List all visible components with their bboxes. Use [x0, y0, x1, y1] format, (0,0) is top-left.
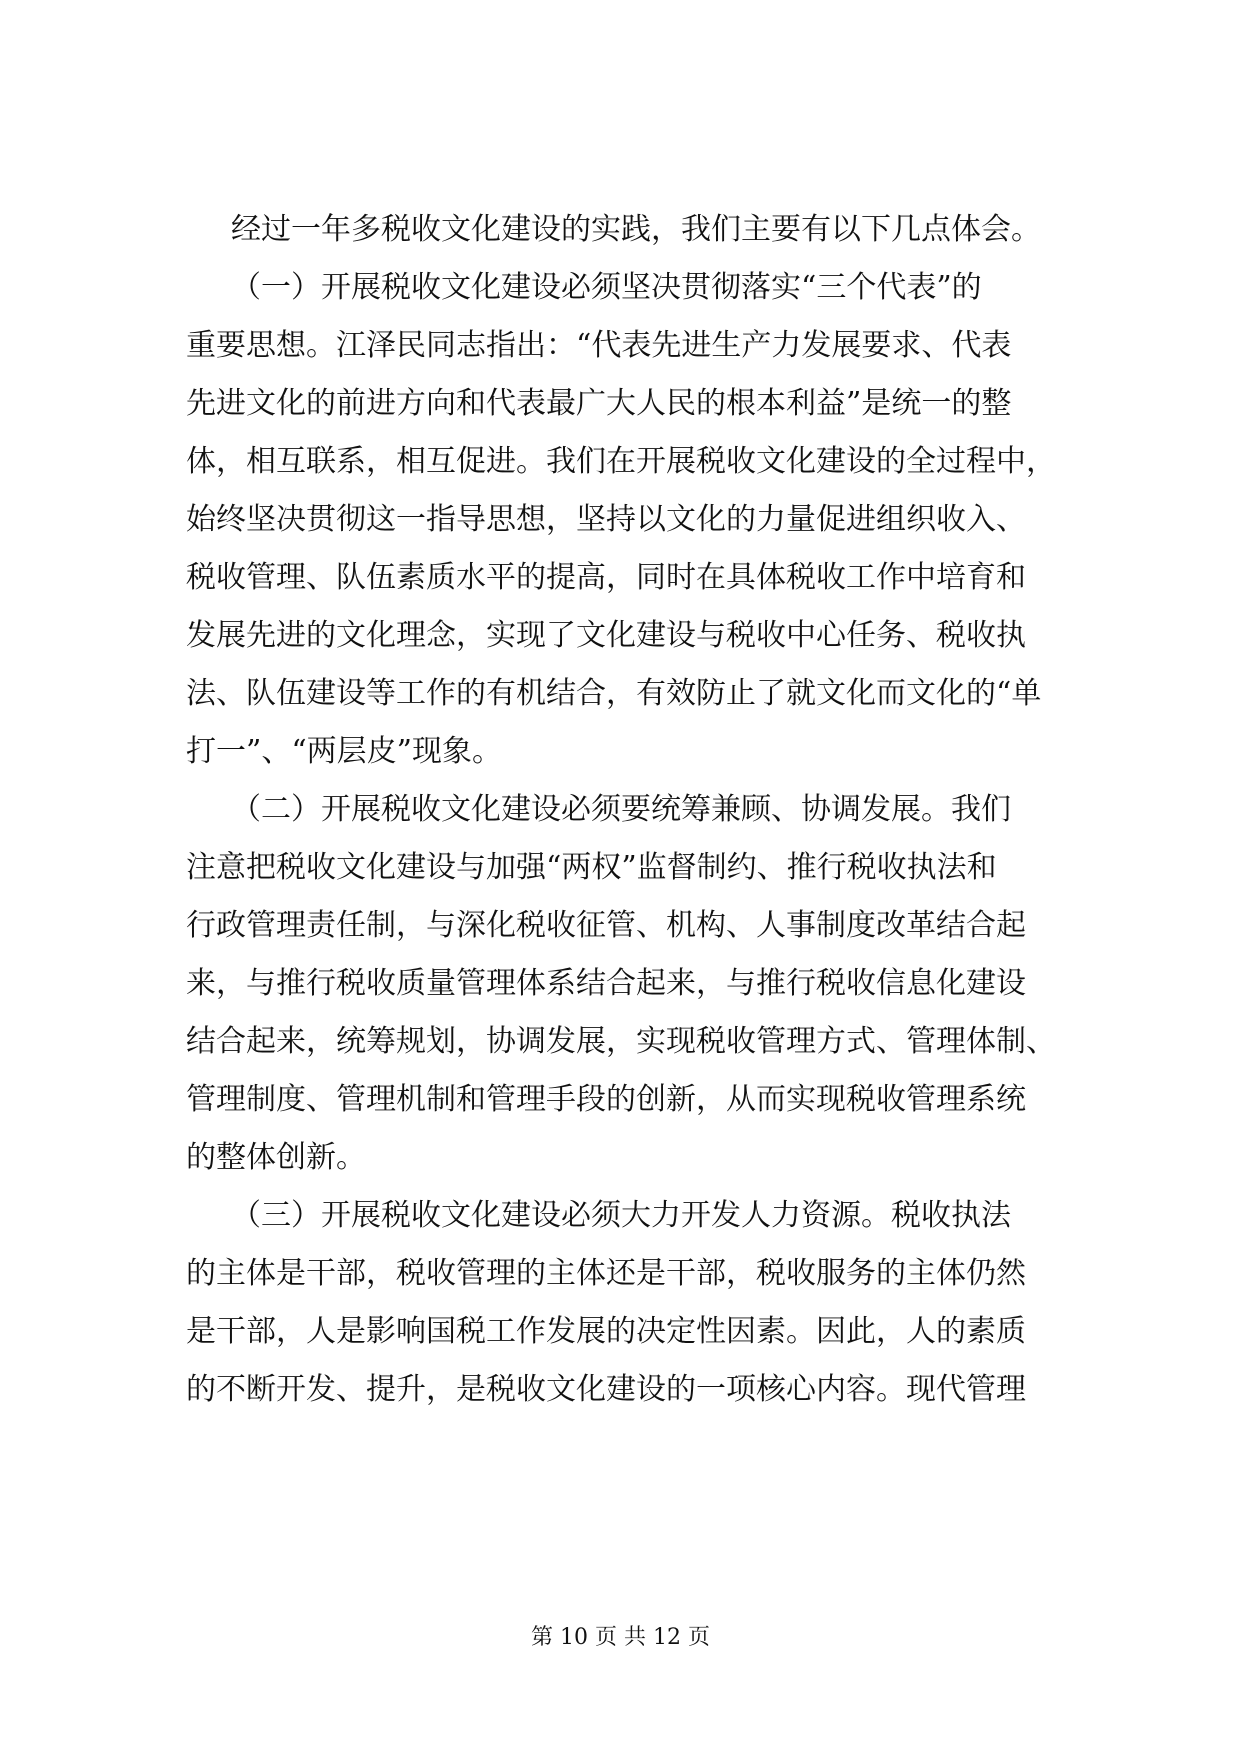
paragraph-line: 经过一年多税收文化建设的实践，我们主要有以下几点体会。	[231, 212, 1041, 247]
paragraph-line: （三）开展税收文化建设必须大力开发人力资源。税收执法	[231, 1198, 1011, 1233]
paragraph-line: 重要思想。江泽民同志指出：“代表先进生产力发展要求、代表	[186, 328, 1012, 363]
paragraph-line: 先进文化的前进方向和代表最广大人民的根本利益”是统一的整	[186, 386, 1012, 421]
paragraph-line: （二）开展税收文化建设必须要统筹兼顾、协调发展。我们	[231, 792, 1011, 827]
paragraph-line: 注意把税收文化建设与加强“两权”监督制约、推行税收执法和	[186, 850, 997, 885]
paragraph-line: 发展先进的文化理念，实现了文化建设与税收中心任务、税收执	[186, 618, 1026, 653]
paragraph-line: （一）开展税收文化建设必须坚决贯彻落实“三个代表”的	[231, 270, 982, 305]
paragraph-line: 来，与推行税收质量管理体系结合起来，与推行税收信息化建设	[186, 966, 1026, 1001]
page-number-footer: 第 10 页 共 12 页	[531, 1625, 710, 1650]
paragraph-line: 始终坚决贯彻这一指导思想，坚持以文化的力量促进组织收入、	[186, 502, 1026, 537]
paragraph-line: 的主体是干部，税收管理的主体还是干部，税收服务的主体仍然	[186, 1256, 1026, 1291]
paragraph-line: 管理制度、管理机制和管理手段的创新，从而实现税收管理系统	[186, 1082, 1026, 1117]
paragraph-line: 结合起来，统筹规划，协调发展，实现税收管理方式、管理体制、	[186, 1024, 1056, 1059]
paragraph-line: 行政管理责任制，与深化税收征管、机构、人事制度改革结合起	[186, 908, 1026, 943]
paragraph-line: 打一”、“两层皮”现象。	[186, 734, 503, 769]
paragraph-line: 税收管理、队伍素质水平的提高，同时在具体税收工作中培育和	[186, 560, 1026, 595]
paragraph-line: 体，相互联系，相互促进。我们在开展税收文化建设的全过程中，	[186, 444, 1056, 479]
paragraph-line: 是干部，人是影响国税工作发展的决定性因素。因此，人的素质	[186, 1314, 1026, 1349]
paragraph-line: 的整体创新。	[186, 1140, 366, 1175]
paragraph-line: 法、队伍建设等工作的有机结合，有效防止了就文化而文化的“单	[186, 676, 1042, 711]
paragraph-line: 的不断开发、提升，是税收文化建设的一项核心内容。现代管理	[186, 1372, 1026, 1407]
